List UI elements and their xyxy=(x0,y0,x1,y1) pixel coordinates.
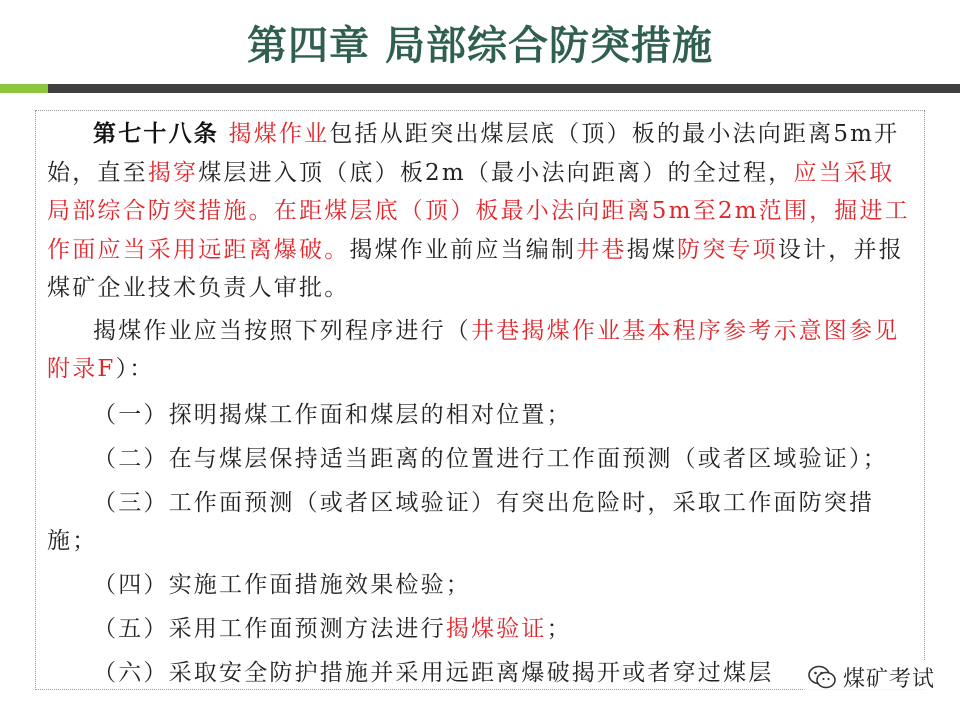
highlight-text: 揭煤验证 xyxy=(445,615,547,642)
list-item xyxy=(47,393,919,437)
article-paragraph-2 xyxy=(47,312,919,389)
wechat-icon xyxy=(807,664,837,690)
body-text: （四）实施工作面措施效果检验； xyxy=(93,571,471,598)
body-text: ； xyxy=(546,615,572,642)
highlight-text: 应当采取局部综合防突措施。在距煤层底（顶）板最小法向距离5m至2m范围，掘进工作面应当采用远距离爆破。 xyxy=(47,159,910,263)
watermark xyxy=(803,660,939,694)
article-label: 第七十八条 xyxy=(93,120,219,147)
body-text: （六）采取安全防护措施并采用远距离爆破揭开或者穿过煤层 xyxy=(93,659,774,686)
list-item xyxy=(47,437,919,481)
list-item xyxy=(47,563,919,607)
highlight-text: 揭煤作业 xyxy=(228,121,330,147)
body-text: 揭煤 xyxy=(626,236,678,263)
highlight-text: 防突专项 xyxy=(677,236,778,263)
highlight-text: 井巷 xyxy=(576,236,627,263)
highlight-text: 揭穿 xyxy=(147,159,199,186)
list-item xyxy=(47,651,919,695)
body-text: （一）探明揭煤工作面和煤层的相对位置； xyxy=(93,401,572,428)
body-text: 设计，并报煤矿企业技术负责人审批。 xyxy=(47,236,904,301)
watermark-text: 煤矿考试 xyxy=(843,666,936,692)
body-text: ）： xyxy=(115,356,155,382)
body-text: （五）采用工作面预测方法进行 xyxy=(93,615,446,642)
body-text: 煤层进入顶（底）板2m（最小法向距离）的全过程， xyxy=(198,159,794,186)
body-text: （三）工作面预测（或者区域验证）有突出危险时，采取工作面防突措施； xyxy=(47,489,875,554)
highlight-text: 井巷揭煤作业基本程序参考示意图参见附录F xyxy=(47,317,900,382)
procedure-list xyxy=(47,393,919,695)
article-paragraph-1 xyxy=(47,115,919,308)
article-body xyxy=(47,115,919,695)
body-text xyxy=(219,121,229,147)
body-text: （二）在与煤层保持适当距离的位置进行工作面预测（或者区域验证）； xyxy=(93,445,888,472)
list-item xyxy=(47,607,919,651)
body-text: 包括从距突出煤层底（顶）板的最小法向距离5m开始，直至 xyxy=(47,121,900,186)
body-text: 揭煤作业前应当编制 xyxy=(349,236,577,263)
body-text: 揭煤作业应当按照下列程序进行（ xyxy=(93,317,471,344)
list-item xyxy=(47,484,919,560)
slide-title: 第四章 局部综合防突措施 xyxy=(247,22,713,69)
accent-bar-dark xyxy=(48,84,960,93)
accent-bar-green xyxy=(0,84,48,93)
